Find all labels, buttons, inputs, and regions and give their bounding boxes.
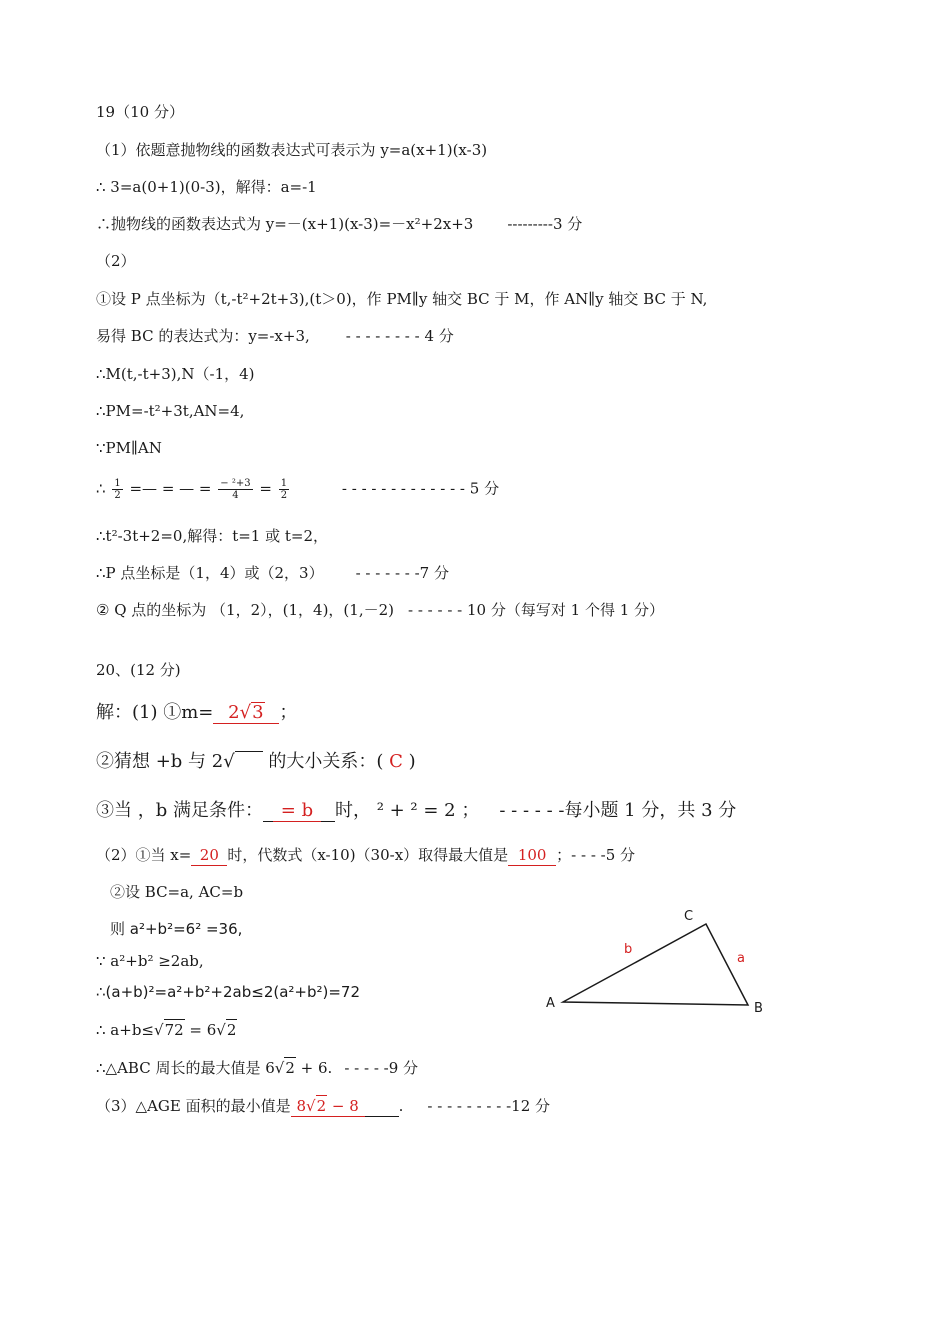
- q20-line-2-prefix: ②猜想 +b 与 2√: [96, 751, 235, 772]
- radicand-72: 72: [164, 1021, 184, 1039]
- q19-score-3: ---------3 分: [507, 215, 583, 233]
- q19-line-13: [96, 600, 664, 620]
- q20-line-3: [96, 801, 736, 822]
- q20-line-9-prefix: ∴ a+b≤√: [96, 1021, 164, 1039]
- q20-line-1: [96, 702, 297, 724]
- q20-line-1-prefix: 解：(1) ①m=: [96, 702, 214, 723]
- q20-score-3: - - - - - -每小题 1 分，共 3 分: [499, 800, 737, 821]
- q19-line-9: ∵PM∥AN: [96, 439, 162, 457]
- q19-line-10-eq: =: [259, 479, 272, 498]
- q19-score-7: - - - - - - -7 分: [355, 564, 449, 582]
- q20-line-10-suffix: + 6.: [295, 1059, 333, 1077]
- q20-line-6: 则 a²+b²=6² =36,: [110, 920, 243, 938]
- q20-line-9-mid: = 6√: [184, 1021, 226, 1039]
- q19-line-4: （2）: [96, 252, 136, 270]
- q19-line-10: [96, 478, 499, 501]
- triangle-diagram: [540, 900, 780, 1020]
- answer-condition: = b: [273, 801, 321, 822]
- q20-line-5: ②设 BC=a, AC=b: [110, 883, 244, 901]
- vertex-label-a: A: [546, 996, 555, 1011]
- q20-line-7: ∵ a²+b² ≥2ab,: [96, 952, 204, 970]
- q19-line-12: [96, 563, 449, 583]
- q19-line-13-text: ② Q 点的坐标为 （1，2），(1，4)，(1,－2): [96, 601, 394, 619]
- q19-line-3: [96, 214, 582, 234]
- q20-line-10-prefix: ∴△ABC 周长的最大值是 6√: [96, 1059, 285, 1077]
- vertex-label-b: B: [754, 1001, 763, 1016]
- answer-x: 20: [191, 845, 227, 866]
- q20-title: 20、(12 分): [96, 661, 181, 679]
- q20-line-11-suffix: .: [398, 1097, 404, 1115]
- q19-line-7: ∴M(t,-t+3),N（-1，4): [96, 365, 255, 383]
- q20-line-4: [96, 845, 635, 866]
- q19-line-10-mid: =— = — =: [129, 479, 212, 498]
- q19-line-11: ∴t²-3t+2=0,解得：t=1 或 t=2，: [96, 527, 329, 545]
- side-label-a: a: [737, 951, 745, 966]
- q19-score-4: - - - - - - - - 4 分: [345, 327, 454, 345]
- answer-area: 8√2 − 8: [291, 1095, 365, 1117]
- q20-line-2: [96, 751, 416, 772]
- q19-score-5: - - - - - - - - - - - - - 5 分: [341, 479, 500, 498]
- q20-line-4-suffix: ；- - - -5 分: [556, 846, 636, 864]
- q19-title: 19（10 分）: [96, 103, 184, 121]
- q19-line-12-text: ∴P 点坐标是（1，4）或（2，3）: [96, 564, 324, 582]
- q20-line-11: [96, 1095, 550, 1117]
- q19-line-8: ∴PM=-t²+3t,AN=4,: [96, 402, 245, 420]
- q19-line-1: （1）依题意抛物线的函数表达式可表示为 y=a(x+1)(x-3): [96, 141, 488, 159]
- radicand-2: 2: [226, 1021, 237, 1039]
- vertex-label-c: C: [684, 909, 694, 924]
- q19-line-2: ∴ 3=a(0+1)(0-3)，解得：a=-1: [96, 178, 317, 196]
- q19-line-3-text: ∴抛物线的函数表达式为 y=－(x+1)(x-3)=－x²+2x+3: [96, 215, 474, 233]
- q20-score-9: - - - - -9 分: [344, 1059, 419, 1077]
- q20-line-4-prefix: （2）①当 x=: [96, 846, 192, 864]
- answer-m: 2√3: [213, 702, 279, 724]
- radicand-2b: 2: [285, 1059, 295, 1077]
- q20-line-4-mid: 时，代数式（x-10)（30-x）取得最大值是: [227, 846, 509, 864]
- answer-c: C: [383, 751, 409, 772]
- fraction-3: $\frac{1}{2}$: [280, 478, 288, 501]
- answer-max: 100: [508, 845, 556, 866]
- fraction-1: $\frac{1}{2}$: [114, 478, 121, 501]
- side-label-b: b: [624, 942, 633, 957]
- q19-score-10: - - - - - - 10 分（每写对 1 个得 1 分）: [408, 601, 665, 619]
- q19-line-5: ①设 P 点坐标为（t,-t²+2t+3),(t＞0)，作 PM∥y 轴交 BC 于 M，作 AN∥y 轴交 BC 于 N,: [96, 290, 708, 308]
- triangle-abc: [563, 924, 748, 1005]
- q20-line-8: ∴(a+b)²=a²+b²+2ab≤2(a²+b²)=72: [96, 983, 361, 1001]
- fraction-2: $\frac{\text{− ²+3}}{4}$: [220, 478, 251, 501]
- q20-line-11-prefix: （3）△AGE 面积的最小值是: [96, 1097, 291, 1115]
- q20-line-1-suffix: ；: [279, 702, 298, 723]
- q19-line-10-prefix: ∴: [96, 479, 106, 498]
- q20-line-3-prefix: ③当 ，b 满足条件：: [96, 800, 263, 821]
- q20-line-2-mid: 的大小关系：(: [262, 751, 384, 772]
- q20-score-12: - - - - - - - - -12 分: [427, 1097, 551, 1115]
- q20-line-10: [96, 1057, 418, 1078]
- q20-line-3-mid: 时， ² + ² = 2 ；: [334, 800, 480, 821]
- q20-line-9: [96, 1019, 237, 1040]
- q20-line-2-suffix: ): [408, 751, 416, 772]
- q19-line-6: [96, 326, 454, 346]
- q19-line-6-text: 易得 BC 的表达式为：y=-x+3,: [96, 327, 310, 345]
